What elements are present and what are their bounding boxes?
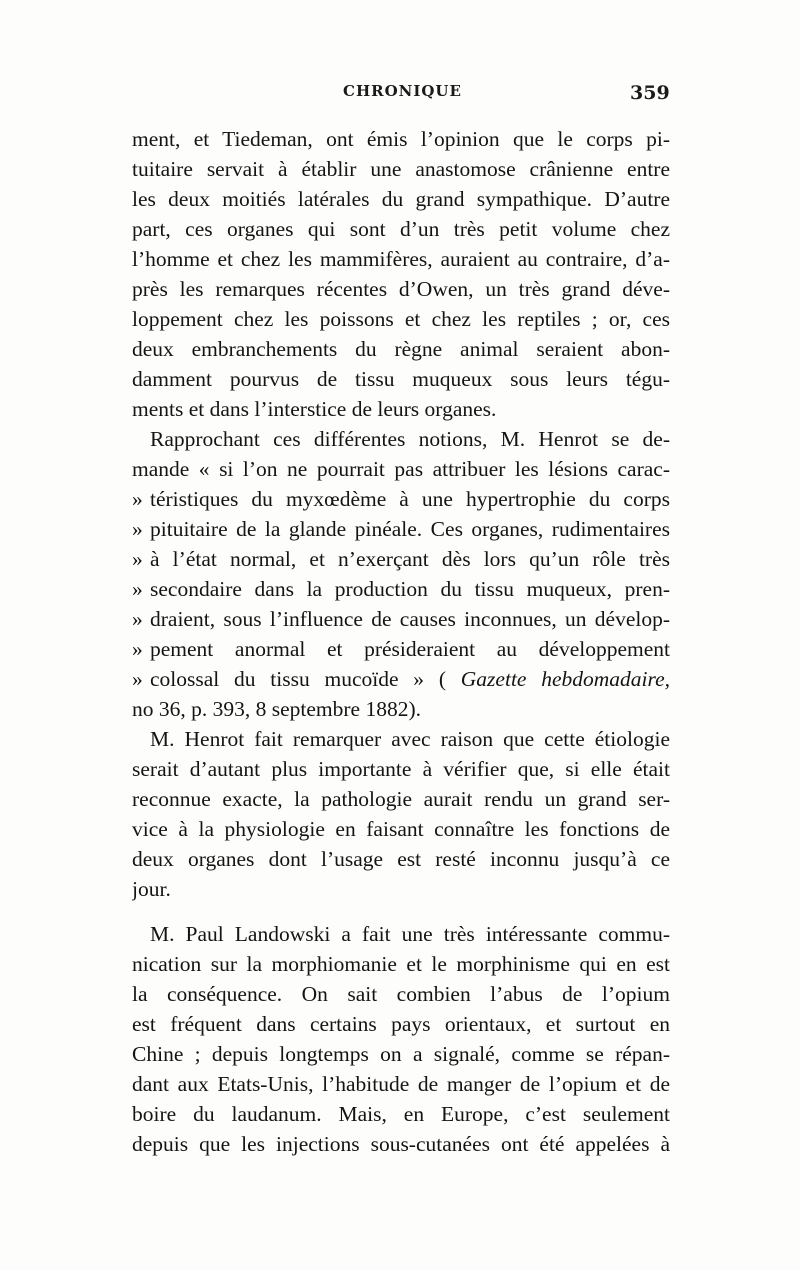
quoted-line <box>132 665 670 693</box>
text-line: serait d’autant plus importante à vérifier que, si elle était <box>132 757 670 781</box>
text-line: boire du laudanum. Mais, en Europe, c’est seulement <box>132 1102 670 1126</box>
text-line: ment, et Tiedeman, ont émis l’opinion que le corps pi- <box>132 127 670 151</box>
quoted-line <box>132 485 670 513</box>
quoted-line <box>132 545 670 573</box>
quote-mark: » <box>132 577 143 601</box>
paragraph-first-line: M. Henrot fait remarquer avec raison que cette étiologie <box>150 727 670 751</box>
quoted-text: pement anormal et présideraient au développement <box>150 637 670 661</box>
quoted-text: draient, sous l’influence de causes inconnues, un dévelop- <box>150 607 670 631</box>
journal-title: Gazette hebdomadaire, <box>460 667 670 691</box>
quoted-text: colossal du tissu mucoïde » ( <box>150 667 446 691</box>
text-line: mande « si l’on ne pourrait pas attribuer les lésions carac- <box>132 457 670 481</box>
text-line: damment pourvus de tissu muqueux sous leurs tégu- <box>132 367 670 391</box>
quoted-line <box>132 605 670 633</box>
text-line: dant aux Etats-Unis, l’habitude de manger de l’opium et de <box>132 1072 670 1096</box>
text-line: loppement chez les poissons et chez les reptiles ; or, ces <box>132 307 670 331</box>
quote-mark: » <box>132 487 143 511</box>
text-line: tuitaire servait à établir une anastomose crânienne entre <box>132 157 670 181</box>
quoted-text: téristiques du myxœdème à une hypertrophie du corps <box>150 487 670 511</box>
page-number: 359 <box>630 82 670 104</box>
text-line: ments et dans l’interstice de leurs organes. <box>132 397 497 421</box>
quoted-text: secondaire dans la production du tissu muqueux, pren- <box>150 577 670 601</box>
quoted-text: pituitaire de la glande pinéale. Ces organes, rudimentaires <box>150 517 670 541</box>
text-line: est fréquent dans certains pays orientaux, et surtout en <box>132 1012 670 1036</box>
text-line: deux organes dont l’usage est resté inconnu jusqu’à ce <box>132 847 670 871</box>
text-line: nication sur la morphiomanie et le morphinisme qui en est <box>132 952 670 976</box>
quoted-line <box>132 575 670 603</box>
text-line: part, ces organes qui sont d’un très petit volume chez <box>132 217 670 241</box>
text-line: depuis que les injections sous-cutanées ont été appelées à <box>132 1132 670 1156</box>
text-line: jour. <box>132 877 171 901</box>
paragraph-first-line: M. Paul Landowski a fait une très intéressante commu- <box>150 922 670 946</box>
quote-mark: » <box>132 547 143 571</box>
citation-line: no 36, p. 393, 8 septembre 1882). <box>132 697 422 721</box>
quote-mark: » <box>132 637 143 661</box>
text-line: deux embranchements du règne animal seraient abon- <box>132 337 670 361</box>
paragraph-first-line: Rapprochant ces différentes notions, M. Henrot se de- <box>150 427 670 451</box>
quoted-text: à l’état normal, et n’exerçant dès lors qu’un rôle très <box>150 547 670 571</box>
text-line: reconnue exacte, la pathologie aurait rendu un grand ser- <box>132 787 670 811</box>
text-line: la conséquence. On sait combien l’abus de l’opium <box>132 982 670 1006</box>
text-line: Chine ; depuis longtemps on a signalé, comme se répan- <box>132 1042 670 1066</box>
quoted-line <box>132 515 670 543</box>
quote-mark: » <box>132 667 143 691</box>
quote-mark: » <box>132 517 143 541</box>
running-header: CHRONIQUE <box>343 82 462 100</box>
text-line: l’homme et chez les mammifères, auraient au contraire, d’a- <box>132 247 670 271</box>
text-line: vice à la physiologie en faisant connaître les fonctions de <box>132 817 670 841</box>
quote-mark: » <box>132 607 143 631</box>
quoted-line <box>132 635 670 663</box>
text-line: près les remarques récentes d’Owen, un très grand déve- <box>132 277 670 301</box>
text-line: les deux moitiés latérales du grand sympathique. D’autre <box>132 187 670 211</box>
